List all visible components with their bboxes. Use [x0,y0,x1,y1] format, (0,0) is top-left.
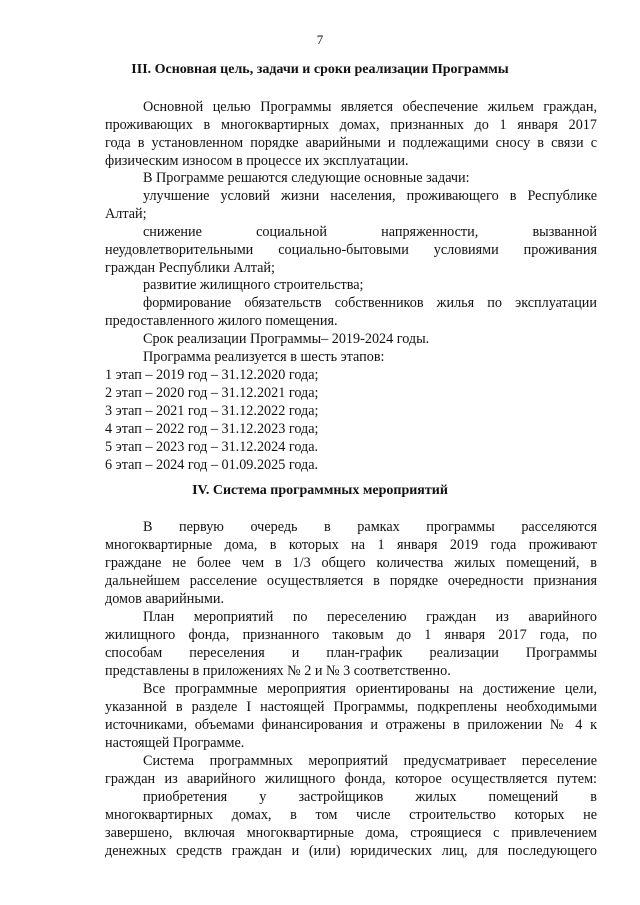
paragraph-line: настоящей Программе. [105,735,245,751]
paragraph-line: проживающих в многоквартирных домах, признанных до 1 января 2017 [105,117,597,133]
stage-line: 6 этап – 2024 год – 01.09.2025 года. [105,457,319,473]
paragraph-line: Основной целью Программы является обеспечение жильем граждан, [143,99,597,115]
paragraph-line: Все программные мероприятия ориентированы на достижение цели, [143,681,597,697]
paragraph-line: граждане не более чем в 1/3 общего количества жилых помещений, в [105,555,597,571]
paragraph-line: формирование обязательств собственников жилья по эксплуатации [143,295,597,311]
paragraph-line: В Программе решаются следующие основные задачи: [143,170,470,186]
paragraph-line: снижение социальной напряженности, вызванной [143,224,597,240]
paragraph-line: дальнейшем расселение осуществляется в порядке очередности признания [105,573,597,589]
paragraph-line: неудовлетворительными социально-бытовыми условиями проживания [105,242,597,258]
section-3-heading: III. Основная цель, задачи и сроки реализации Программы [131,62,509,77]
paragraph-line: завершено, включая многоквартирные дома, строящиеся с привлечением [105,825,597,841]
paragraph-line: указанной в разделе I настоящей Программы, подкреплены необходимыми [105,699,597,715]
paragraph-line: Алтай; [105,206,147,222]
paragraph-line: Срок реализации Программы– 2019-2024 годы. [143,331,430,347]
paragraph-line: источниками, объемами финансирования и отражены в приложении № 4 к [105,717,597,733]
paragraph-line: предоставленного жилого помещения. [105,313,338,329]
paragraph-line: улучшение условий жизни населения, проживающего в Республике [143,188,597,204]
page-number: 7 [316,32,324,47]
stage-line: 4 этап – 2022 год – 31.12.2023 года; [105,421,319,437]
paragraph-line: развитие жилищного строительства; [143,277,364,293]
paragraph-line: Программа реализуется в шесть этапов: [143,349,385,365]
stage-line: 2 этап – 2020 год – 31.12.2021 года; [105,385,319,401]
paragraph-line: многоквартирных домах, в том числе строительство которых не [105,807,597,823]
paragraph-line: многоквартирные дома, в которых на 1 января 2019 года проживают [105,537,597,553]
paragraph-line: граждан из аварийного жилищного фонда, которое осуществляется путем: [105,771,597,787]
stage-line: 1 этап – 2019 год – 31.12.2020 года; [105,367,319,383]
stage-line: 3 этап – 2021 год – 31.12.2022 года; [105,403,319,419]
paragraph-line: домов аварийными. [105,591,224,607]
paragraph-line: Система программных мероприятий предусматривает переселение [143,753,597,769]
paragraph-line: физическим износом в процессе их эксплуатации. [105,153,409,169]
paragraph-line: граждан Республики Алтай; [105,260,275,276]
paragraph-line: жилищного фонда, признанного таковым до 1 января 2017 года, по [105,627,597,643]
paragraph-line: приобретения у застройщиков жилых помещений в [143,789,597,805]
paragraph-line: План мероприятий по переселению граждан из аварийного [143,609,597,625]
paragraph-line: представлены в приложениях № 2 и № 3 соответственно. [105,663,451,679]
paragraph-line: денежных средств граждан и (или) юридических лиц, для последующего [105,843,597,859]
paragraph-line: года в установленном порядке аварийными и подлежащими сносу в связи с [105,135,597,151]
section-4-heading: IV. Система программных мероприятий [192,483,448,498]
paragraph-line: В первую очередь в рамках программы расселяются [143,519,597,535]
stage-line: 5 этап – 2023 год – 31.12.2024 года. [105,439,319,455]
paragraph-line: способам переселения и план-график реализации Программы [105,645,597,661]
